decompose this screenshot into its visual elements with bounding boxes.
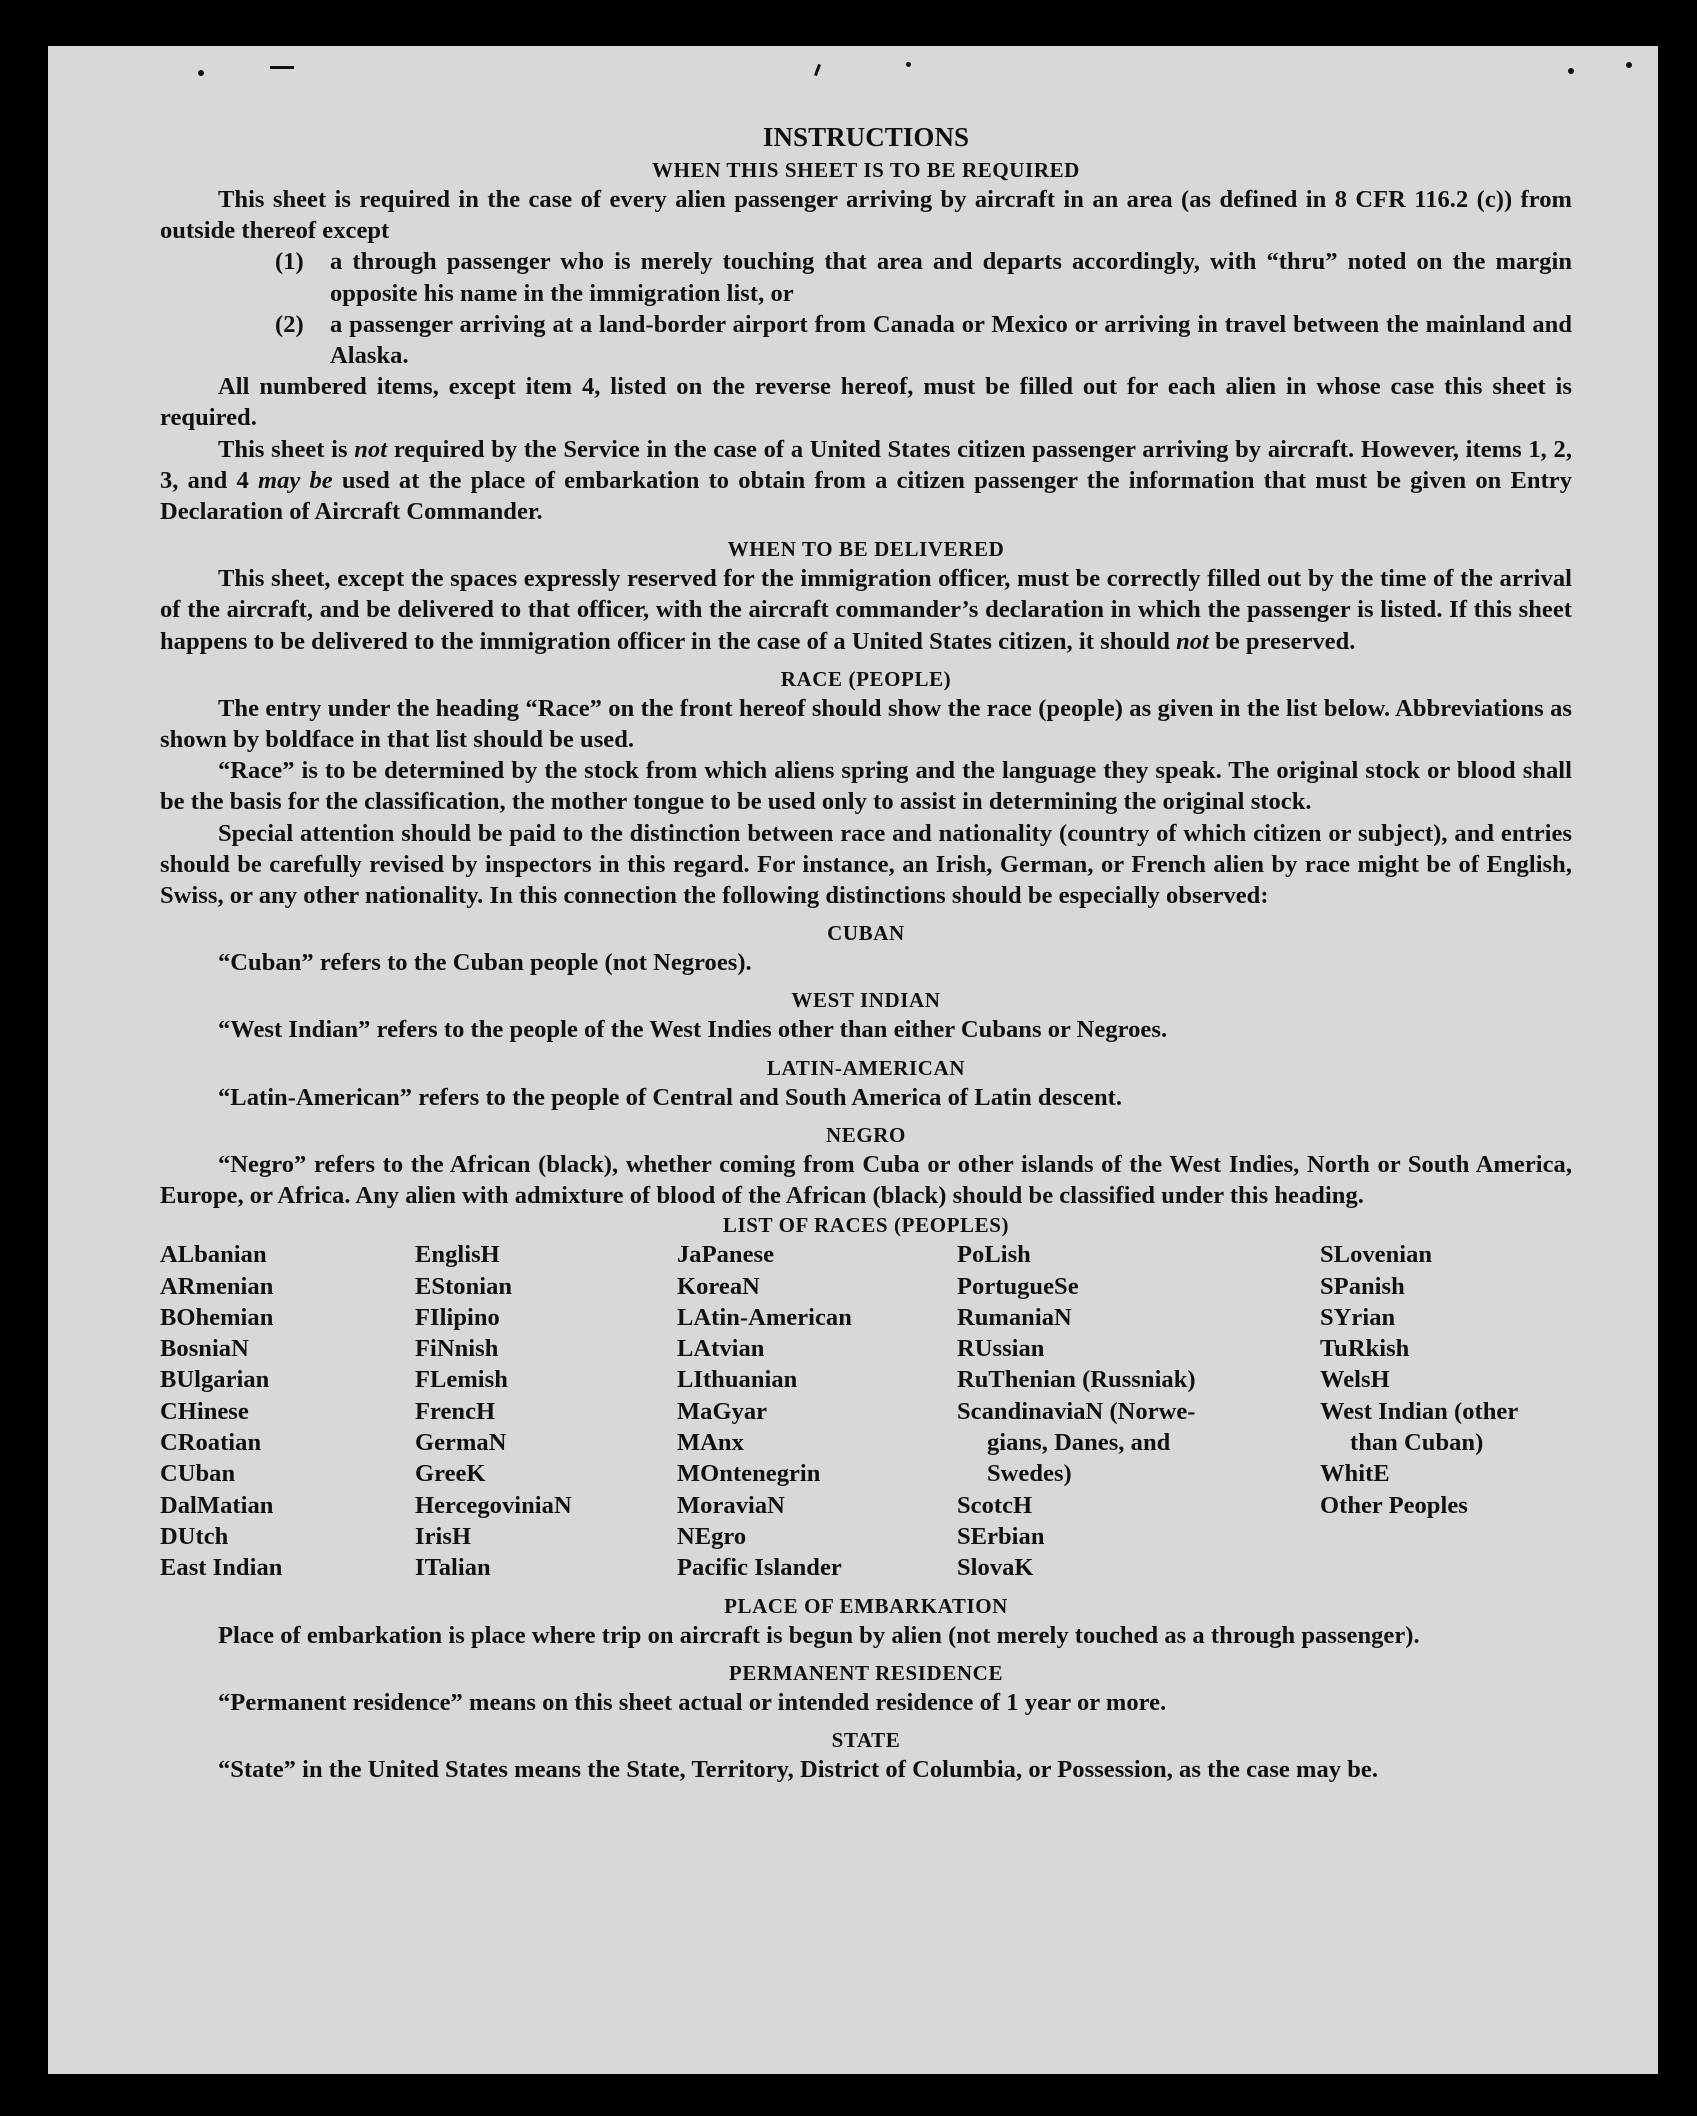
- race-entry: KoreaN: [677, 1272, 760, 1300]
- required-paragraph-1: This sheet is required in the case of every alien passenger arriving by aircraft in an area (as defined in 8 CFR 116.2 (c)) from outside thereof except: [160, 186, 1572, 245]
- exception-item-2: [160, 309, 1572, 371]
- text-run: used at the place of embarkation to obtain from a citizen passenger the information that must be given on Entry Declaration of Aircraft Commander.: [160, 466, 1573, 526]
- text-run: required by the Service in the case of a United States citizen passenger arriving by aircraft. However, items 1, 2, 3, and 4: [160, 435, 1572, 494]
- race-paragraph-3: Special attention should be paid to the distinction between race and nationality (country of which citizen or subject), and entries should be carefully revised by inspectors in this regard. For instance, an Irish, German, or French alien by race might be of English, Swiss, or any other nationality. In this connection the following distinctions should be especially observed:: [160, 819, 1572, 910]
- race-entry: HercegoviniaN: [415, 1491, 572, 1519]
- section-heading-races-list: LIST OF RACES (PEOPLES): [722, 1213, 1010, 1238]
- race-entry: LIthuanian: [677, 1366, 798, 1394]
- race-entry: JaPanese: [677, 1241, 775, 1269]
- races-column-1: [160, 1239, 415, 1583]
- race-entry: ScotcH: [957, 1491, 1033, 1519]
- race-paragraph-1: The entry under the heading “Race” on the front hereof should show the race (people) as given in the list below. Abbreviations as shown by boldface in that list should be used.: [160, 694, 1572, 754]
- exception-text: a passenger arriving at a land-border airport from Canada or Mexico or arriving in travel between the mainland and Alaska.: [330, 310, 1572, 370]
- races-column-2: [415, 1239, 677, 1583]
- exception-number: (2): [275, 310, 304, 338]
- state-paragraph: “State” in the United States means the State, Territory, District of Columbia, or Possession, as the case may be.: [218, 1755, 1379, 1783]
- race-entry: LAtvian: [677, 1335, 765, 1363]
- race-entry: MaGyar: [677, 1397, 768, 1425]
- section-heading-required: WHEN THIS SHEET IS TO BE REQUIRED: [652, 158, 1080, 182]
- emphasis-may-be: may be: [257, 466, 333, 494]
- race-entry: PortugueSe: [957, 1272, 1079, 1300]
- race-entry: RumaniaN: [957, 1303, 1072, 1331]
- speck-mark: [270, 66, 294, 69]
- text-run: This sheet, except the spaces expressly reserved for the immigration officer, must be correctly filled out by the time of the arrival of the aircraft, and be delivered to that officer, with the aircraft commander’s declaration in which the passenger is listed. If this sheet happens to be delivered to the immigration officer in the case of a United States citizen, it should: [160, 565, 1572, 655]
- race-entry: Swedes): [987, 1460, 1072, 1488]
- race-entry: BosniaN: [160, 1335, 249, 1363]
- exception-item-1: [160, 246, 1572, 308]
- race-entry: MoraviaN: [677, 1491, 785, 1519]
- race-entry: gians, Danes, and: [987, 1429, 1171, 1457]
- race-entry: EnglisH: [415, 1241, 500, 1269]
- race-entry: FIlipino: [415, 1303, 500, 1331]
- races-column-3: [677, 1239, 957, 1583]
- race-entry: DalMatian: [160, 1491, 274, 1519]
- race-entry: than Cuban): [1350, 1429, 1484, 1457]
- race-entry: SErbian: [957, 1522, 1045, 1550]
- race-entry: East Indian: [160, 1554, 283, 1582]
- race-entry: TuRkish: [1320, 1335, 1410, 1363]
- document-page: [48, 46, 1658, 2074]
- race-entry: FrencH: [415, 1397, 496, 1425]
- section-heading-west-indian: WEST INDIAN: [791, 988, 941, 1013]
- race-entry: ALbanian: [160, 1241, 267, 1269]
- race-entry: BUlgarian: [160, 1366, 270, 1394]
- race-entry: LAtin-American: [677, 1303, 852, 1331]
- required-paragraph-3: [160, 434, 1572, 528]
- race-entry: ARmenian: [160, 1272, 274, 1300]
- text-run: be preserved.: [1208, 627, 1356, 655]
- race-entry: WelsH: [1320, 1366, 1390, 1394]
- speck-mark: [906, 62, 911, 67]
- embarkation-paragraph: Place of embarkation is place where trip on aircraft is begun by alien (not merely touched as a through passenger).: [218, 1621, 1420, 1649]
- instructions-content: [160, 118, 1572, 1785]
- speck-mark: [198, 70, 204, 76]
- required-paragraph-2: All numbered items, except item 4, listed on the reverse hereof, must be filled out for each alien in whose case this sheet is required.: [160, 373, 1572, 432]
- speck-mark: [1626, 62, 1632, 68]
- race-paragraph-2: “Race” is to be determined by the stock from which aliens spring and the language they speak. The original stock or blood shall be the basis for the classification, the mother tongue to be used only to assist in determining the original stock.: [160, 757, 1572, 816]
- latin-american-paragraph: “Latin-American” refers to the people of Central and South America of Latin descent.: [218, 1083, 1123, 1111]
- race-entry: MAnx: [677, 1429, 744, 1457]
- race-entry: IrisH: [415, 1522, 472, 1550]
- emphasis-not: not: [1176, 627, 1209, 655]
- race-entry: EStonian: [415, 1272, 513, 1300]
- race-entry: ITalian: [415, 1554, 491, 1582]
- emphasis-not: not: [354, 435, 388, 463]
- exception-number: (1): [275, 248, 304, 276]
- section-heading-race: RACE (PEOPLE): [780, 666, 952, 691]
- residence-paragraph: “Permanent residence” means on this sheet actual or intended residence of 1 year or more.: [218, 1688, 1167, 1716]
- race-entry: NEgro: [677, 1522, 747, 1550]
- section-heading-residence: PERMANENT RESIDENCE: [728, 1660, 1004, 1685]
- race-entry: CUban: [160, 1460, 236, 1488]
- race-entry: FLemish: [415, 1366, 508, 1394]
- text-run: This sheet is: [218, 435, 355, 463]
- section-heading-state: STATE: [831, 1727, 901, 1752]
- cuban-paragraph: “Cuban” refers to the Cuban people (not Negroes).: [218, 949, 752, 977]
- delivered-paragraph: [160, 563, 1572, 657]
- races-column-4: [957, 1239, 1320, 1583]
- race-entry: PoLish: [957, 1241, 1031, 1269]
- race-entry: ScandinaviaN (Norwe-: [957, 1397, 1196, 1425]
- exception-text: a through passenger who is merely touching that area and departs accordingly, with “thru” noted on the margin opposite his name in the immigration list, or: [330, 248, 1572, 307]
- races-list: [160, 1239, 1572, 1583]
- race-entry: SlovaK: [957, 1554, 1034, 1582]
- section-heading-embarkation: PLACE OF EMBARKATION: [724, 1593, 1008, 1618]
- race-entry: GreeK: [415, 1460, 486, 1488]
- race-entry: SYrian: [1320, 1303, 1396, 1331]
- speck-mark: [1568, 68, 1574, 74]
- race-entry: SLovenian: [1320, 1241, 1433, 1269]
- race-entry: Pacific Islander: [677, 1554, 842, 1582]
- section-heading-negro: NEGRO: [825, 1122, 906, 1147]
- race-entry: FiNnish: [415, 1335, 499, 1363]
- page-title: INSTRUCTIONS: [762, 122, 970, 152]
- race-entry: WhitE: [1320, 1460, 1390, 1488]
- race-entry: RUssian: [957, 1335, 1045, 1363]
- section-heading-latin-american: LATIN-AMERICAN: [766, 1055, 966, 1080]
- races-column-5: [1320, 1239, 1572, 1583]
- negro-paragraph: “Negro” refers to the African (black), whether coming from Cuba or other islands of the West Indies, North or South America, Europe, or Africa. Any alien with admixture of blood of the African (black) should be classified under this heading.: [160, 1150, 1572, 1210]
- race-entry: SPanish: [1320, 1272, 1405, 1300]
- race-entry: DUtch: [160, 1522, 229, 1550]
- race-entry: CRoatian: [160, 1429, 262, 1457]
- race-entry: MOntenegrin: [677, 1460, 821, 1488]
- race-entry: CHinese: [160, 1397, 249, 1425]
- section-heading-cuban: CUBAN: [827, 921, 905, 946]
- race-entry: GermaN: [415, 1429, 507, 1457]
- race-entry: RuThenian (Russniak): [957, 1366, 1196, 1394]
- race-entry: BOhemian: [160, 1303, 274, 1331]
- west-indian-paragraph: “West Indian” refers to the people of the West Indies other than either Cubans or Negroes.: [218, 1016, 1168, 1044]
- race-entry: West Indian (other: [1320, 1397, 1519, 1425]
- race-entry: Other Peoples: [1320, 1491, 1468, 1519]
- speck-mark: [814, 64, 821, 76]
- section-heading-delivered: WHEN TO BE DELIVERED: [727, 537, 1005, 562]
